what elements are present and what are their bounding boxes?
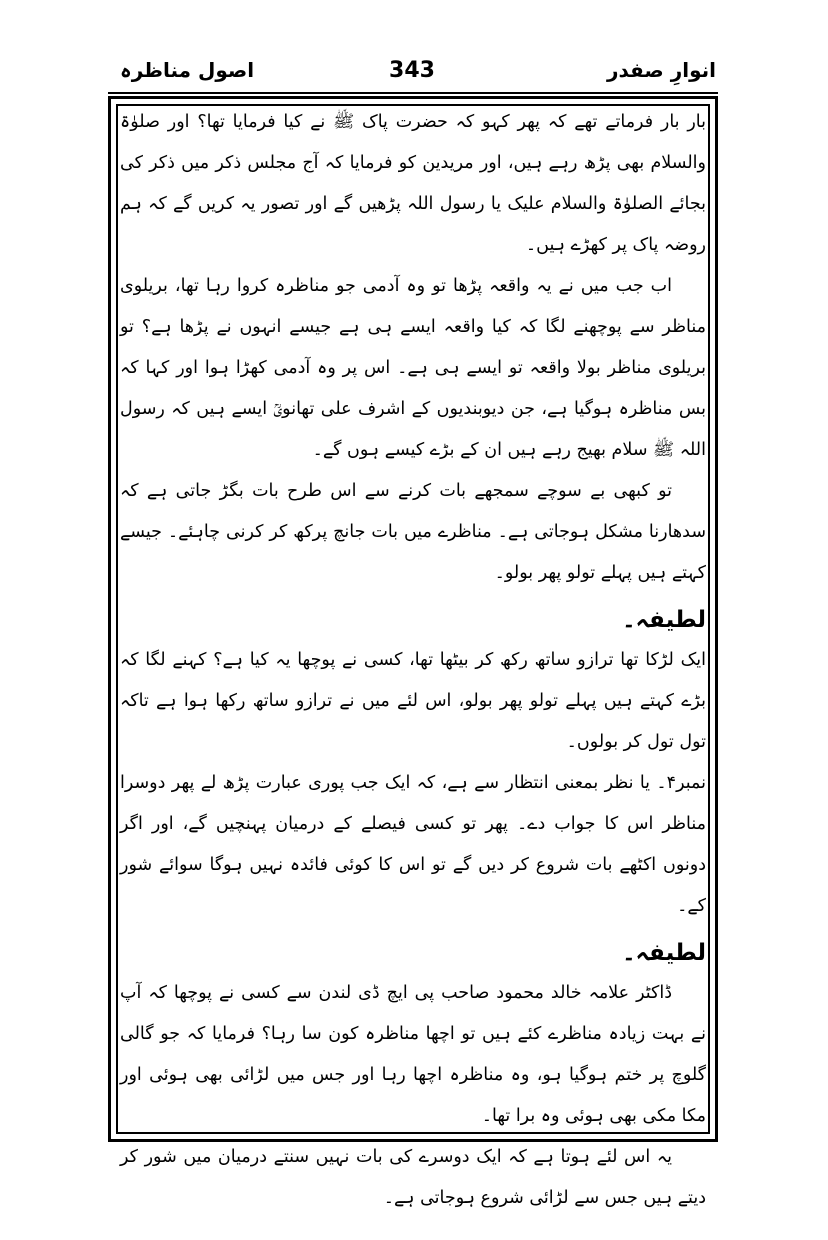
paragraph-7: یہ اس لئے ہوتا ہے کہ ایک دوسرے کی بات نہیں سنتے درمیان میں شور کر دیتے ہیں جس سے لڑائی شروع ہوجاتی ہے۔ bbox=[120, 1147, 706, 1208]
page-number: 343 bbox=[389, 58, 435, 83]
paragraph-4: ایک لڑکا تھا ترازو ساتھ رکھ کر بیٹھا تھا، کسی نے پوچھا یہ کیا ہے؟ کہنے لگا کہ بڑے کہتے ہیں پہلے تولو پھر بولو، اس لئے میں نے ترازو ساتھ رکھا ہوا ہے تاکہ تول تول کر بولوں۔ bbox=[120, 650, 706, 752]
header-rule bbox=[108, 92, 718, 94]
book-title: انوارِ صفدر bbox=[606, 58, 716, 82]
page-header bbox=[108, 52, 716, 96]
section-heading-2: لطیفہ۔ bbox=[622, 940, 706, 966]
chapter-title: اصول مناظرہ bbox=[120, 58, 255, 82]
paragraph-2: اب جب میں نے یہ واقعہ پڑھا تو وہ آدمی جو مناظرہ کروا رہا تھا، بریلوی مناظر سے پوچھنے لگا کہ کیا واقعہ ایسے ہی ہے جیسے انہوں نے پڑھا ہے؟ تو بریلوی مناظر بولا واقعہ تو ایسے ہی ہے۔ اس پر وہ آدمی کھڑا ہوا اور کہا کہ بس مناظرہ ہوگیا ہے، جن دیوبندیوں کے اشرف علی تھانویؒ ایسے ہیں کہ رسول اللہ ﷺ سلام بھیج رہے ہیں ان کے بڑے کیسے ہوں گے۔ bbox=[120, 276, 706, 460]
paragraph-1: بار بار فرماتے تھے کہ پھر کہو کہ حضرت پاک ﷺ نے کیا فرمایا تھا؟ اور صلوٰۃ والسلام بھی پڑھ رہے ہیں، اور مریدین کو فرمایا کہ آج مجلس ذکر میں ذکر کی بجائے الصلوٰۃ والسلام علیک یا رسول اللہ پڑھیں گے اور تصور یہ کریں گے کہ ہم روضہ پاک پر کھڑے ہیں۔ bbox=[120, 112, 706, 255]
paragraph-3: تو کبھی بے سوچے سمجھے بات کرنے سے اس طرح بات بگڑ جاتی ہے کہ سدھارنا مشکل ہوجاتی ہے۔ مناظرے میں بات جانچ پرکھ کر کرنی چاہئے۔ جیسے کہتے ہیں پہلے تولو پھر بولو۔ bbox=[120, 481, 706, 583]
section-heading-1: لطیفہ۔ bbox=[622, 607, 706, 633]
paragraph-6: ڈاکٹر علامہ خالد محمود صاحب پی ایچ ڈی لندن سے کسی نے پوچھا کہ آپ نے بہت زیادہ مناظرے کئے ہیں تو اچھا مناظرہ کون سا رہا؟ فرمایا کہ جو گالی گلوچ پر ختم ہوگیا ہو، وہ مناظرہ اچھا رہا اور جس میں لڑائی بھی ہوئی اور مکا مکی بھی ہوئی وہ برا تھا۔ bbox=[120, 983, 706, 1126]
paragraph-5: نمبر۴۔ یا نظر بمعنی انتظار سے ہے، کہ ایک جب پوری عبارت پڑھ لے پھر دوسرا مناظر اس کا جواب دے۔ پھر تو کسی فیصلے کے درمیان پہنچیں گے، اور اگر دونوں اکٹھے بات شروع کر دیں گے تو اس کا کوئی فائدہ نہیں ہوگا سوائے شور کے۔ bbox=[120, 773, 706, 916]
page-body bbox=[120, 102, 706, 1219]
